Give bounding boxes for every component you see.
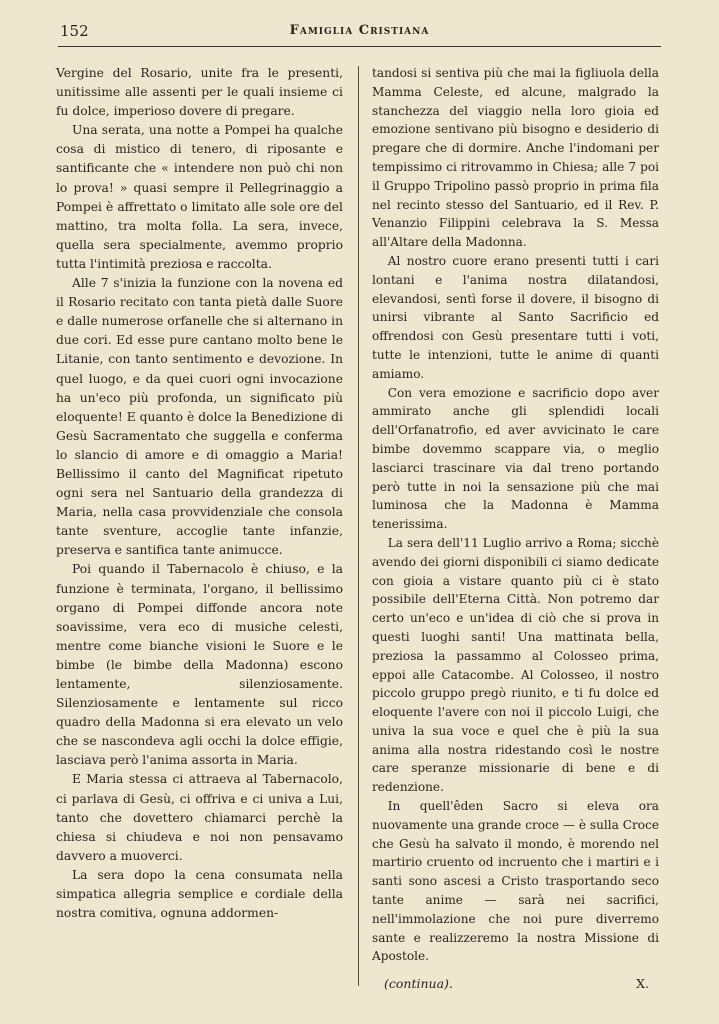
header-rule [58,46,661,47]
paragraph: Vergine del Rosario, unite fra le presenti, unitissime alle assenti per le quali insieme ci fu dolce, imperioso dovere di pregare. [56,66,343,119]
paragraph: In quell'êden Sacro si eleva ora nuovamente una grande croce — è sulla Croce che Gesù ha salvato il mondo, è morendo nel martirio cruento od incruento che i martiri e i santi sono ascesi a Cristo trasportando seco tante anime — sarà nei sacrifici, nell'immolazione che noi pure diverremo sante e realizzeremo la nostra Missione di Apostole. [372,799,659,964]
page-header [60,22,659,46]
column-divider [358,66,359,986]
journal-title: Famiglia Cristiana [289,23,430,38]
paragraph: E Maria stessa ci attraeva al Tabernacolo, ci parlava di Gesù, ci offriva e ci univa a Lui, tanto che dovettero chiamarci perchè la chiesa si chiudeva e noi non pensavamo davvero a muoverci. [56,772,343,863]
paragraph: Alle 7 s'inizia la funzione con la novena ed il Rosario recitato con tanta pietà dalle Suore e dalle numerose orfanelle che si alternano in due cori. Ed esse pure cantano molto bene le Litanie, con tanto sentimento e devozione. In quel luogo, e da quei cuori ogni invocazione ha un'eco più profonda, un significato più eloquente! E quanto è dolce la Benedizione di Gesù Sacramentato che suggella e conferma lo slancio di amore e di omaggio a Maria! Bellissimo il canto del Magnificat ripetuto ogni sera nel Santuario della grandezza di Maria, nella casa provvidenziale che consola tante sventure, accoglie tante infanzie, preserva e santifica tante animucce. [56,276,343,558]
page-number: 152 [60,22,89,40]
paragraph: Con vera emozione e sacrificio dopo aver ammirato anche gli splendidi locali dell'Orfanatrofio, ed aver avvicinato le care bimbe dovemmo scappare via, o meglio lasciarci trascinare via dal treno portando però tutte in noi la sensazione più che mai luminosa che la Madonna è Mamma tenerissima. [372,385,659,532]
left-column [56,64,343,923]
paragraph: Al nostro cuore erano presenti tutti i cari lontani e l'anima nostra dilatandosi, elevandosi, sentì forse il dovere, il bisogno di unirsi vibrante al Santo Sacrificio ed offrendosi con Gesù presentare tutti i voti, tutte le intenzioni, tutte le anime di quanti amiamo. [372,253,659,381]
author-signature: X. [636,976,649,991]
paragraph: La sera dell'11 Luglio arrivo a Roma; sicchè avendo dei giorni disponibili ci siamo dedicate con gioia a vistare quanto più ci è stato possibile dell'Eterna Città. Non potremo dar certo un'eco e un'idea di ciò che si prova in questi luoghi santi! Una mattinata bella, preziosa la passammo al Colosseo prima, eppoi alle Catacombe. Al Colosseo, il nostro piccolo gruppo pregò riunito, e ti fu dolce ed eloquente l'avere con noi il piccolo Luigi, che univa la sua voce e quel che è più la sua anima alla nostra ridestando così le nostre care speranze missionarie di bene e di redenzione. [372,535,659,795]
paragraph: tandosi si sentiva più che mai la figliuola della Mamma Celeste, ed alcune, malgrado la stanchezza del viaggio nella loro gioia ed emozione sentivano più bisogno e desiderio di pregare che di dormire. Anche l'indomani per tempissimo ci ritrovammo in Chiesa; alle 7 poi il Gruppo Tripolino passò proprio in prima fila nel recinto stesso del Santuario, ed il Rev. P. Venanzio Filippini celebrava la S. Messa all'Altare della Madonna. [372,66,659,250]
continued-note: (continua). [384,976,453,991]
right-column [372,64,659,966]
article-signoff [384,976,659,996]
paragraph: Una serata, una notte a Pompei ha qualche cosa di mistico di tenero, di riposante e santificante che « intendere non può chi non lo prova! » quasi sempre il Pellegrinaggio a Pompei è affrettato o limitato alle sole ore del mattino, tra molta folla. La sera, invece, quella sera specialmente, avemmo proprio tutta l'intimità preziosa e raccolta. [56,123,343,271]
paragraph: Poi quando il Tabernacolo è chiuso, e la funzione è terminata, l'organo, il bellissimo organo di Pompei diffonde ancora note soavissime, vera eco di musiche celesti, mentre come bianche visioni le Suore e le bimbe (le bimbe della Madonna) escono lentamente, silenziosamente. Silenziosamente e lentamente sul ricco quadro della Madonna si era elevato un velo che se nascondeva agli occhi la dolce effigie, lasciava però l'anima assorta in Maria. [56,562,343,768]
paragraph: La sera dopo la cena consumata nella simpatica allegria semplice e cordiale della nostra comitiva, ognuna addormen- [56,867,343,921]
